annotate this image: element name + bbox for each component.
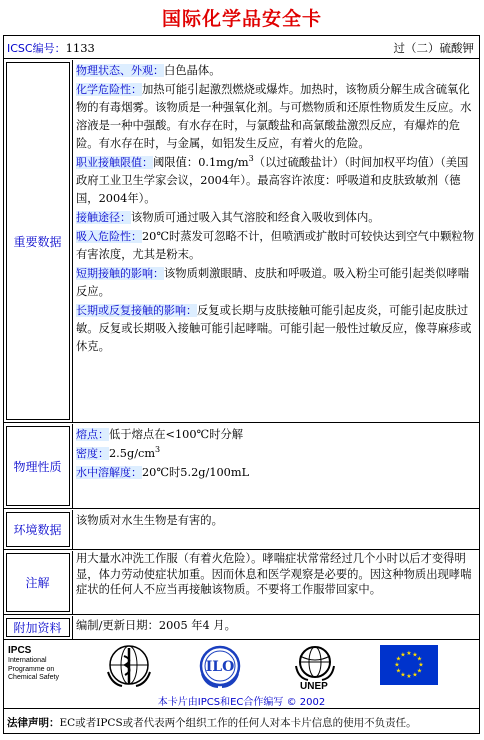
short-term-effects-item	[76, 265, 476, 301]
item-heading: 化学危险性：	[76, 83, 142, 96]
item-heading: 熔点：	[76, 428, 109, 441]
item-heading: 职业接触限值：	[76, 156, 153, 169]
header-row	[4, 36, 479, 59]
ipcs-line: Chemical Safety	[8, 674, 59, 681]
density-item	[76, 445, 476, 463]
svg-text:★: ★	[394, 661, 400, 669]
additional-info-label: 附加资料	[13, 621, 62, 635]
icsc-number: 1133	[65, 41, 95, 55]
item-heading: 吸入危险性：	[76, 230, 142, 243]
legal-text: EC或者IPCS或者代表两个组织工作的任何人对本卡片信息的使用不负责任。	[59, 717, 417, 729]
item-heading: 水中溶解度：	[76, 466, 142, 479]
item-heading: 长期或反复接触的影响：	[76, 304, 197, 317]
item-text: 20℃时蒸发可忽略不计，但喷洒或扩散时可较快达到空气中颗粒物有害浓度，尤其是粉末。	[76, 230, 475, 261]
environment-label: 环境数据	[13, 523, 62, 537]
solubility-item	[76, 464, 476, 482]
svg-text:★: ★	[400, 651, 406, 659]
legal-label: 法律声明：	[7, 717, 60, 729]
item-text: 加热可能引起激烈燃烧或爆炸。加热时，该物质分解生成含硫氧化物的有毒烟雾。该物质是一种强氧化剂。与可燃物质和还原性物质发生反应。水溶液是一种中强酸。有水存在时，与氯酸盐和高氯酸盐激烈反应，有爆炸的危险。有水存在时，与金属，如铝发生反应，有着火的危险。	[76, 83, 472, 150]
legal-row	[4, 709, 479, 734]
item-heading: 接触途径：	[76, 211, 131, 224]
physical-properties-section	[4, 424, 479, 509]
notes-content	[72, 551, 479, 614]
svg-text:★: ★	[412, 671, 418, 679]
icsc-id	[7, 40, 95, 56]
notes-text: 用大量水冲洗工作服（有着火危险）。哮喘症状常常经过几个小时以后才变得明显，体力劳动使症状加重。因而休息和医学观察是必要的。因这种物质出现哮喘症状的任何人不应当再接触该物质。不要将工作服带回家中。	[76, 552, 472, 596]
svg-text:★: ★	[412, 651, 418, 659]
eu-flag-icon	[380, 645, 438, 685]
item-heading: 物理状态、外观：	[76, 64, 164, 77]
melting-point-item	[76, 426, 476, 444]
ipcs-line: Programme on	[8, 665, 55, 673]
svg-text:★: ★	[406, 673, 412, 680]
update-date-text: 编制/更新日期：2005 年4 月。	[76, 619, 236, 632]
svg-text:★: ★	[416, 655, 423, 663]
legal-notice	[7, 715, 417, 730]
svg-text:★: ★	[406, 650, 412, 657]
long-term-effects-item	[76, 302, 476, 356]
ipcs-line: International	[8, 657, 47, 664]
credit-text: 本卡片由IPCS和EC合作编写 © 2002	[157, 697, 326, 708]
exposure-route-item	[76, 209, 476, 227]
superscript: 3	[248, 154, 254, 164]
environment-text: 该物质对水生生物是有害的。	[76, 514, 223, 527]
important-data-section	[4, 60, 479, 423]
inhalation-hazard-item	[76, 228, 476, 264]
card-title: 国际化学品安全卡	[161, 8, 322, 30]
item-text: 反复或长期与皮肤接触可能引起皮炎，可能引起皮肤过敏。反复或长期吸入接触可能引起哮喘。可能引起一般性过敏反应，像荨麻疹或休克。	[76, 304, 472, 353]
item-text: 20℃时5.2g/100mL	[142, 466, 250, 479]
logos-row	[4, 641, 479, 709]
superscript: 3	[155, 445, 161, 455]
who-emblem-icon	[104, 644, 154, 690]
chemical-safety-card	[3, 35, 480, 734]
svg-text:ILO: ILO	[205, 659, 235, 675]
additional-info-section	[4, 616, 479, 640]
environment-section	[4, 510, 479, 550]
item-text: 该物质刺激眼睛、皮肤和呼吸道。吸入粉尘可能引起类似哮喘反应。	[76, 267, 470, 298]
additional-info-content	[72, 616, 479, 639]
item-text: 2.5g/cm	[109, 447, 156, 460]
svg-text:★: ★	[416, 667, 423, 675]
exposure-limit-item	[76, 154, 476, 208]
important-data-label: 重要数据	[13, 234, 62, 249]
physical-properties-label: 物理性质	[13, 459, 62, 474]
svg-text:★: ★	[395, 667, 402, 675]
item-heading: 密度：	[76, 447, 109, 460]
ipcs-title: IPCS	[8, 645, 32, 656]
ilo-emblem-icon	[196, 644, 244, 690]
item-heading: 短期接触的影响：	[76, 267, 164, 280]
physical-properties-content	[72, 424, 479, 508]
notes-label: 注解	[25, 576, 50, 590]
important-data-content	[72, 60, 479, 422]
item-text: 该物质可通过吸入其气溶胶和经食入吸收到体内。	[131, 211, 380, 224]
notes-section	[4, 551, 479, 615]
item-text: 白色晶体。	[164, 64, 221, 77]
item-text: 低于熔点在<100℃时分解	[109, 428, 244, 441]
svg-text:★: ★	[395, 655, 402, 663]
svg-text:★: ★	[400, 671, 406, 679]
environment-content	[72, 510, 479, 549]
svg-text:★: ★	[418, 661, 424, 669]
item-text: 阈限值：0.1mg/m	[153, 156, 249, 169]
unep-label: UNEP	[300, 681, 328, 692]
chemical-hazard-item	[76, 81, 476, 153]
physical-state-item	[76, 62, 476, 80]
item-text: （以过硫酸盐计）（时间加权平均值）（美国政府工业卫生学家会议，2004年）。最高容许浓度：呼吸道和皮肤致敏剂（德国，2004年）。	[76, 156, 469, 205]
chemical-name: 过（二）硫酸钾	[393, 41, 474, 55]
ipcs-logo	[8, 645, 59, 683]
icsc-label: ICSC编号：	[7, 42, 66, 55]
